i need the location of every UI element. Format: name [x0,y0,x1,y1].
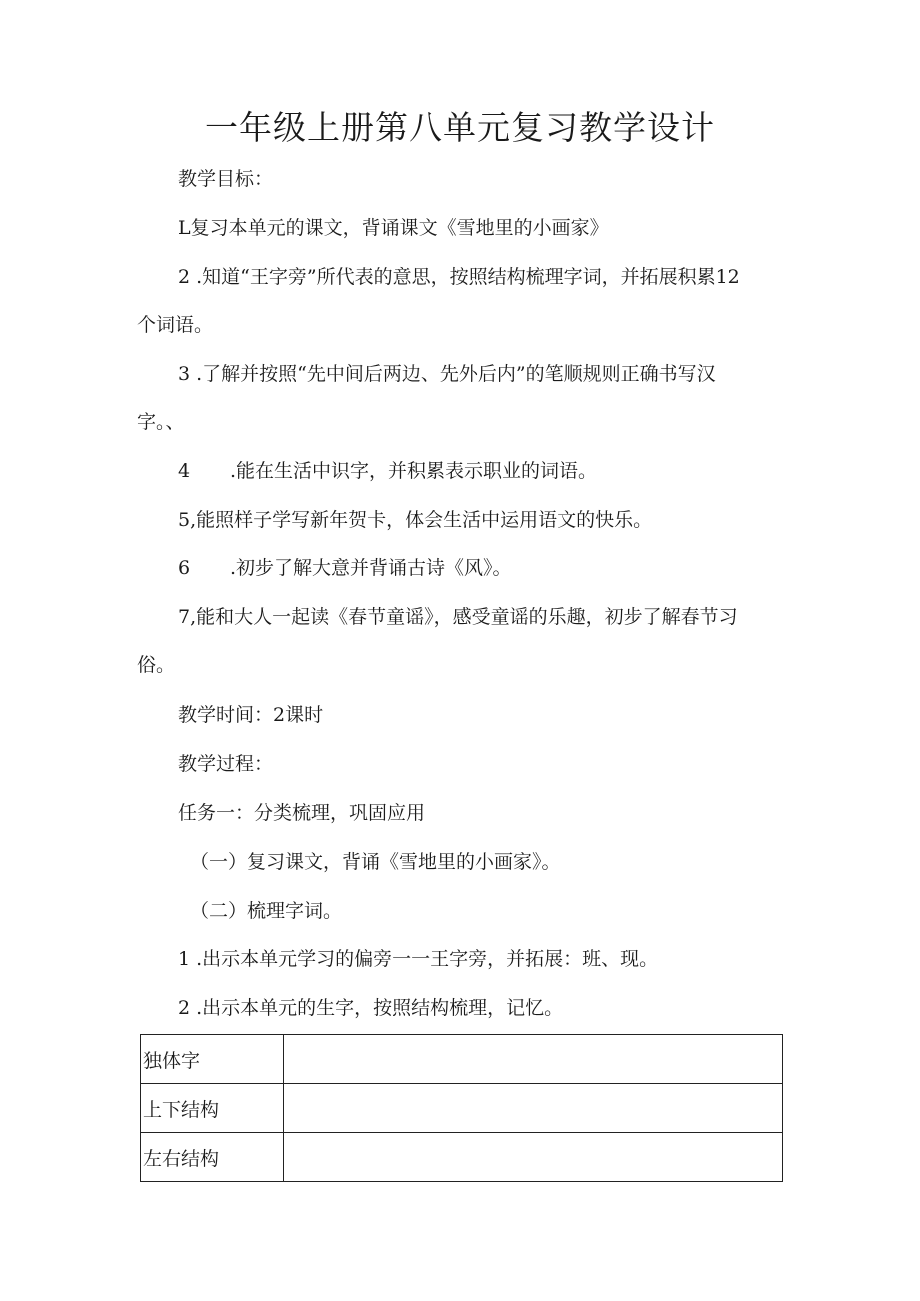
teaching-time: 教学时间：2课时 [178,704,324,726]
document-title: 一年级上册第八单元复习教学设计 [205,108,715,147]
goal-4: .能在生活中识字，并积累表示职业的词语。 [230,460,598,482]
task-1-heading: 任务一：分类梳理，巩固应用 [178,802,426,824]
step-1: 1 .出示本单元学习的偏旁一一王字旁，并拓展：班、现。 [178,948,659,970]
goal-2: 2 .知道“王字旁”所代表的意思，按照结构梳理字词，并拓展积累12 [178,266,740,288]
goal-4-number: 4 [178,460,191,482]
process-heading: 教学过程： [178,753,274,775]
row-content-left-right [284,1133,783,1182]
row-content-standalone [284,1035,783,1084]
goal-6: .初步了解大意并背诵古诗《风》。 [230,557,512,579]
table-row [141,1035,783,1084]
subsection-1: （一）复习课文，背诵《雪地里的小画家》。 [190,851,561,873]
table-row [141,1133,783,1182]
goals-heading: 教学目标： [178,168,274,190]
goal-5: 5,能照样子学写新年贺卡，体会生活中运用语文的快乐。 [178,509,653,531]
row-label-top-bottom: 上下结构 [141,1084,284,1133]
row-label-standalone: 独体字 [141,1035,284,1084]
step-2: 2 .出示本单元的生字，按照结构梳理，记忆。 [178,997,564,1019]
goal-2-continued: 个词语。 [137,314,214,336]
goal-3-continued: 字。、 [137,411,185,433]
goal-1: L复习本单元的课文，背诵课文《雪地里的小画家》 [178,217,609,239]
goal-7-continued: 俗。 [137,654,176,676]
goal-3: 3 .了解并按照“先中间后两边、先外后内”的笔顺规则正确书写汉 [178,363,716,385]
goal-6-number: 6 [178,557,191,579]
row-label-left-right: 左右结构 [141,1133,284,1182]
row-content-top-bottom [284,1084,783,1133]
goal-7: 7,能和大人一起读《春节童谣》，感受童谣的乐趣，初步了解春节习 [178,606,738,628]
character-structure-table [140,1034,783,1182]
subsection-2: （二）梳理字词。 [190,900,343,922]
table-row [141,1084,783,1133]
